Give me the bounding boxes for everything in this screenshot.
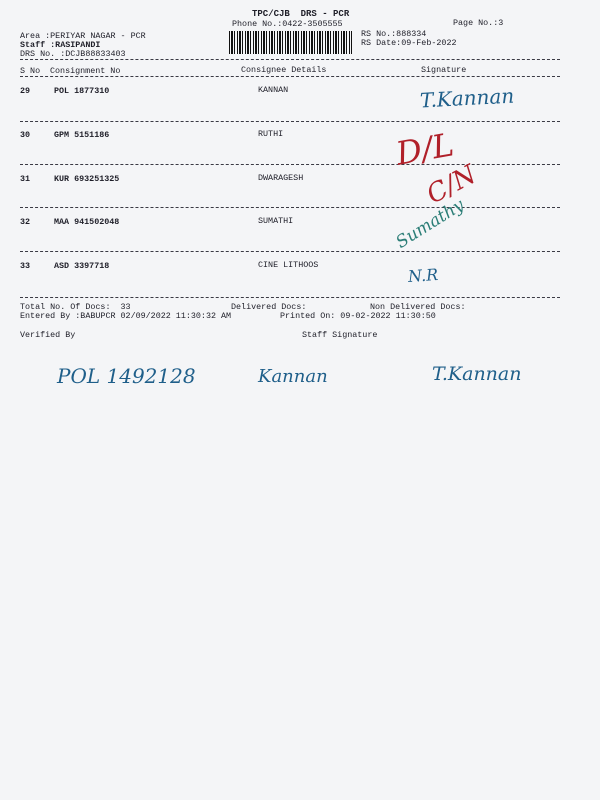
staff-label: Staff :RASIPANDI [20,40,101,50]
row-consignment: ASD 3397718 [54,261,110,271]
row-consignee: CINE LITHOOS [258,260,319,270]
staff-signature-label: Staff Signature [302,330,378,340]
row-consignee: SUMATHI [258,216,294,226]
document-title: TPC/CJB DRS - PCR [252,9,350,19]
column-header-sno: S No [20,66,41,76]
signature-kannan: T.Kannan [419,83,515,113]
row-sno: 32 [20,217,31,227]
divider [20,251,560,252]
cancelled-mark: C/N [421,159,482,211]
divider [20,121,560,122]
entered-by: Entered By :BABUPCR 02/09/2022 11:30:32 AM [20,311,232,321]
column-header-consignment: Consignment No [50,66,121,76]
divider [20,207,560,208]
divider [20,59,560,60]
divider [20,76,560,77]
row-consignment: KUR 693251325 [54,174,120,184]
rs-date: RS Date:09-Feb-2022 [361,38,457,48]
row-sno: 29 [20,86,31,96]
drs-number: DRS No. :DCJB88833403 [20,49,126,59]
verified-by-label: Verified By [20,330,76,340]
page-number: Page No.:3 [453,18,504,28]
delivered-docs: Delivered Docs: [231,302,307,312]
row-consignment: POL 1877310 [54,86,110,96]
barcode [229,31,352,54]
row-sno: 31 [20,174,31,184]
column-header-signature: Signature [421,65,467,75]
row-consignee: DWARAGESH [258,173,304,183]
area-label: Area :PERIYAR NAGAR - PCR [20,31,146,41]
total-docs: Total No. Of Docs: 33 [20,302,131,312]
signature-sumathy: Sumathy [392,195,468,253]
handwritten-signature: T.Kannan [432,363,522,385]
row-consignee: RUTHI [258,129,284,139]
column-header-consignee: Consignee Details [241,65,327,75]
phone-number: Phone No.:0422-3505555 [232,19,343,29]
handwritten-name: Kannan [258,366,328,387]
signature-nr: N.R [407,264,439,287]
divider [20,164,560,165]
non-delivered-docs: Non Delivered Docs: [370,302,466,312]
printed-on: Printed On: 09-02-2022 11:30:50 [280,311,436,321]
divider [20,297,560,298]
row-consignee: KANNAN [258,85,289,95]
row-sno: 30 [20,130,31,140]
row-consignment: MAA 941502048 [54,217,120,227]
handwritten-consignment: POL 1492128 [57,364,196,388]
row-sno: 33 [20,261,31,271]
row-consignment: GPM 5151186 [54,130,110,140]
rs-number: RS No.:888334 [361,29,427,39]
delivered-mark: D/L [393,125,457,173]
